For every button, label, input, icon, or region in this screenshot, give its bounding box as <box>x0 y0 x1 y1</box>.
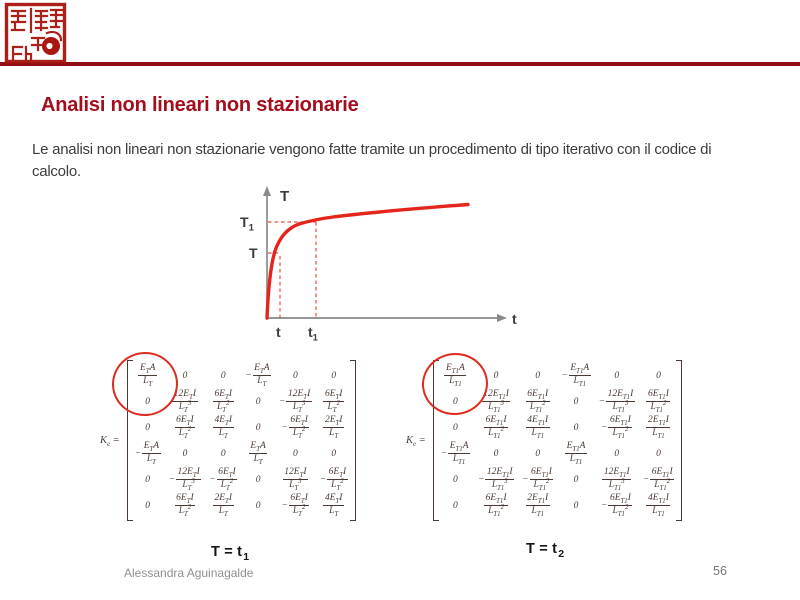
seal-glyph-stroke <box>13 47 31 62</box>
seal-glyph-stroke <box>12 11 25 30</box>
matrix-cell: 0 <box>255 500 261 511</box>
matrix-cell: − $\frac{E_{T1}A}{L_{T1}}$ <box>561 363 590 388</box>
page-number: 56 <box>713 564 727 578</box>
matrix-cell: − $6E_TI$ $L_T^2$ <box>281 415 308 440</box>
seal-glyph-stroke <box>31 9 47 32</box>
matrix-cell: $2E_TI$ $L_T$ <box>324 415 343 440</box>
matrix-cell: 0 <box>145 474 151 485</box>
matrix-cell: 0 <box>453 396 458 407</box>
matrix-label: $K_e$ = <box>406 435 426 449</box>
matrix-cell: − $\frac{12E_{T1}I}{L_{T1}^3}$ <box>598 389 634 414</box>
matrix-cell: 0 <box>182 370 188 381</box>
matrix-cell: − $6E_TI$ $L_T^2$ <box>281 493 308 518</box>
temperature-time-graph <box>228 183 528 351</box>
matrix-bracket-right <box>350 360 356 521</box>
matrix-cell: $6E_{T1}I$ $L_{T1}^2$ <box>527 389 549 414</box>
seal-glyph-stroke <box>51 10 62 27</box>
matrix-cell: $E_{T1}A$ $L_{T1}$ <box>566 441 586 466</box>
matrix-cell: $6E_TI$ $L_T^2$ <box>214 389 232 414</box>
matrix-cell: $2E_{T1}I$ $L_{T1}$ <box>647 415 669 440</box>
matrix-cell: $2E_TI$ $L_T$ <box>214 493 232 518</box>
matrix-cell: 0 <box>535 448 541 459</box>
matrix-cell: 0 <box>493 448 499 459</box>
matrix-cell: $12E_{T1}I$ $L_{T1}^3$ <box>483 389 509 414</box>
matrix-cell: $6E_{T1}I$ $L_{T1}^2$ <box>485 493 507 518</box>
matrix-cell: 0 <box>614 370 620 381</box>
matrix-cell: − $\frac{6E_{T1}I}{L_{T1}^2}$ <box>601 415 631 440</box>
matrix-cell: 0 <box>573 500 579 511</box>
matrix-cell: 0 <box>145 500 151 511</box>
matrix-cell: 0 <box>453 422 458 433</box>
matrix-cell: − $E_TA$ $L_T$ <box>134 441 160 466</box>
slide-body-text: Le analisi non lineari non stazionarie vengono fatte tramite un procedimento di tipo iterativo con il codice di calcolo. <box>32 141 712 180</box>
footer-author: Alessandra Aguinagalde <box>124 566 254 580</box>
matrix-cell: $12E_TI$ $L_T^3$ <box>284 467 307 492</box>
x-tick-t-label: t <box>276 324 281 340</box>
matrix-cell: 0 <box>255 396 261 407</box>
matrix-cell: $6E_TI$ $L_T^2$ <box>176 493 194 518</box>
matrix-cell: $6E_{T1}I$ $L_{T1}^2$ <box>485 415 507 440</box>
matrix-cell: 0 <box>614 448 620 459</box>
matrix-cell: $12E_TI$ $L_T^3$ <box>173 389 197 414</box>
matrix-cell: $2E_{T1}I$ $L_{T1}$ <box>527 493 549 518</box>
matrix-cell: $6E_TI$ $L_T^2$ <box>176 415 194 440</box>
y-tick-T-label: T <box>249 245 258 261</box>
matrix-label: $K_e$ = <box>100 435 120 449</box>
matrix-caption-t1: $T = t_1$ <box>211 544 250 563</box>
matrix-cell: − $12E_TI$ $L_T^3$ <box>168 467 200 492</box>
matrix-cell: 0 <box>656 448 661 459</box>
slide-title: Analisi non lineari non stazionarie <box>41 94 359 116</box>
matrix-cell: − $\frac{6E_{T1}I}{L_{T1}^2}$ <box>642 467 673 492</box>
header-divider-line <box>0 62 800 66</box>
matrix-cell: 0 <box>331 370 337 381</box>
matrix-cell: 0 <box>656 370 661 381</box>
matrix-cell: $4E_{T1}I$ $L_{T1}$ <box>647 493 669 518</box>
seal-dot-center <box>46 43 52 49</box>
matrix-cell: − $\frac{E_{T1}A}{L_{T1}}$ <box>440 441 469 466</box>
x-tick-t1-label: $t_1$ <box>308 324 318 344</box>
matrix-cell: 0 <box>220 448 226 459</box>
matrix-cell: $4E_TI$ $L_T$ <box>324 493 343 518</box>
matrix-cell: 0 <box>453 474 458 485</box>
matrix-cell: 0 <box>255 474 261 485</box>
matrix-cell: 0 <box>145 396 151 407</box>
y-tick-T1-label: $T_1$ <box>240 214 254 234</box>
matrix-cell: 0 <box>573 422 579 433</box>
matrix-cell: $E_{T1}A$ $L_{T1}$ <box>445 363 465 388</box>
matrix-cell: − $6E_TI$ $L_T^2$ <box>209 467 236 492</box>
seal-glyph-stroke <box>32 38 44 50</box>
matrix-cell: $E_TA$ $L_T$ <box>139 363 156 388</box>
matrix-cell: 0 <box>293 370 298 381</box>
x-axis-arrow-icon <box>497 314 507 322</box>
matrix-bracket-right <box>676 360 682 521</box>
matrix-cell: 0 <box>573 474 579 485</box>
x-axis-label: t <box>512 311 517 327</box>
matrix-cell: 0 <box>293 448 298 459</box>
matrix-cell: 0 <box>535 370 541 381</box>
matrix-cell: − $E_TA$ $L_T$ <box>245 363 270 388</box>
matrix-cell: $4E_TI$ $L_T$ <box>214 415 232 440</box>
matrix-cell: $4E_{T1}I$ $L_{T1}$ <box>527 415 549 440</box>
matrix-cell: 0 <box>182 448 188 459</box>
matrix-cell: 0 <box>220 370 226 381</box>
matrix-cell: − $6E_TI$ $L_T^2$ <box>319 467 347 492</box>
chinese-seal-stamp-icon <box>4 2 68 66</box>
matrix-cell: − $\frac{6E_{T1}I}{L_{T1}^2}$ <box>601 493 631 518</box>
matrix-caption-t2: $T = t_2$ <box>526 541 565 560</box>
matrix-cell: 0 <box>453 500 458 511</box>
matrix-cell: 0 <box>493 370 499 381</box>
matrix-cell: 0 <box>331 448 337 459</box>
matrix-cell: $E_TA$ $L_T$ <box>250 441 266 466</box>
matrix-cell: 0 <box>255 422 261 433</box>
matrix-cell: 0 <box>573 396 579 407</box>
matrix-cell: $6E_{T1}I$ $L_{T1}^2$ <box>647 389 669 414</box>
matrix-cell: − $12E_TI$ $L_T^3$ <box>279 389 311 414</box>
matrix-cell: 0 <box>145 422 151 433</box>
matrix-cell: $12E_{T1}I$ $L_{T1}^3$ <box>603 467 630 492</box>
y-axis-label: T <box>280 188 290 205</box>
y-axis-arrow-icon <box>263 186 271 196</box>
graph-canvas <box>228 183 528 351</box>
matrix-cell: − $\frac{12E_{T1}I}{L_{T1}^3}$ <box>478 467 513 492</box>
matrix-cell: − $\frac{6E_{T1}I}{L_{T1}^2}$ <box>522 467 552 492</box>
matrix-cell: $6E_TI$ $L_T^2$ <box>324 389 343 414</box>
